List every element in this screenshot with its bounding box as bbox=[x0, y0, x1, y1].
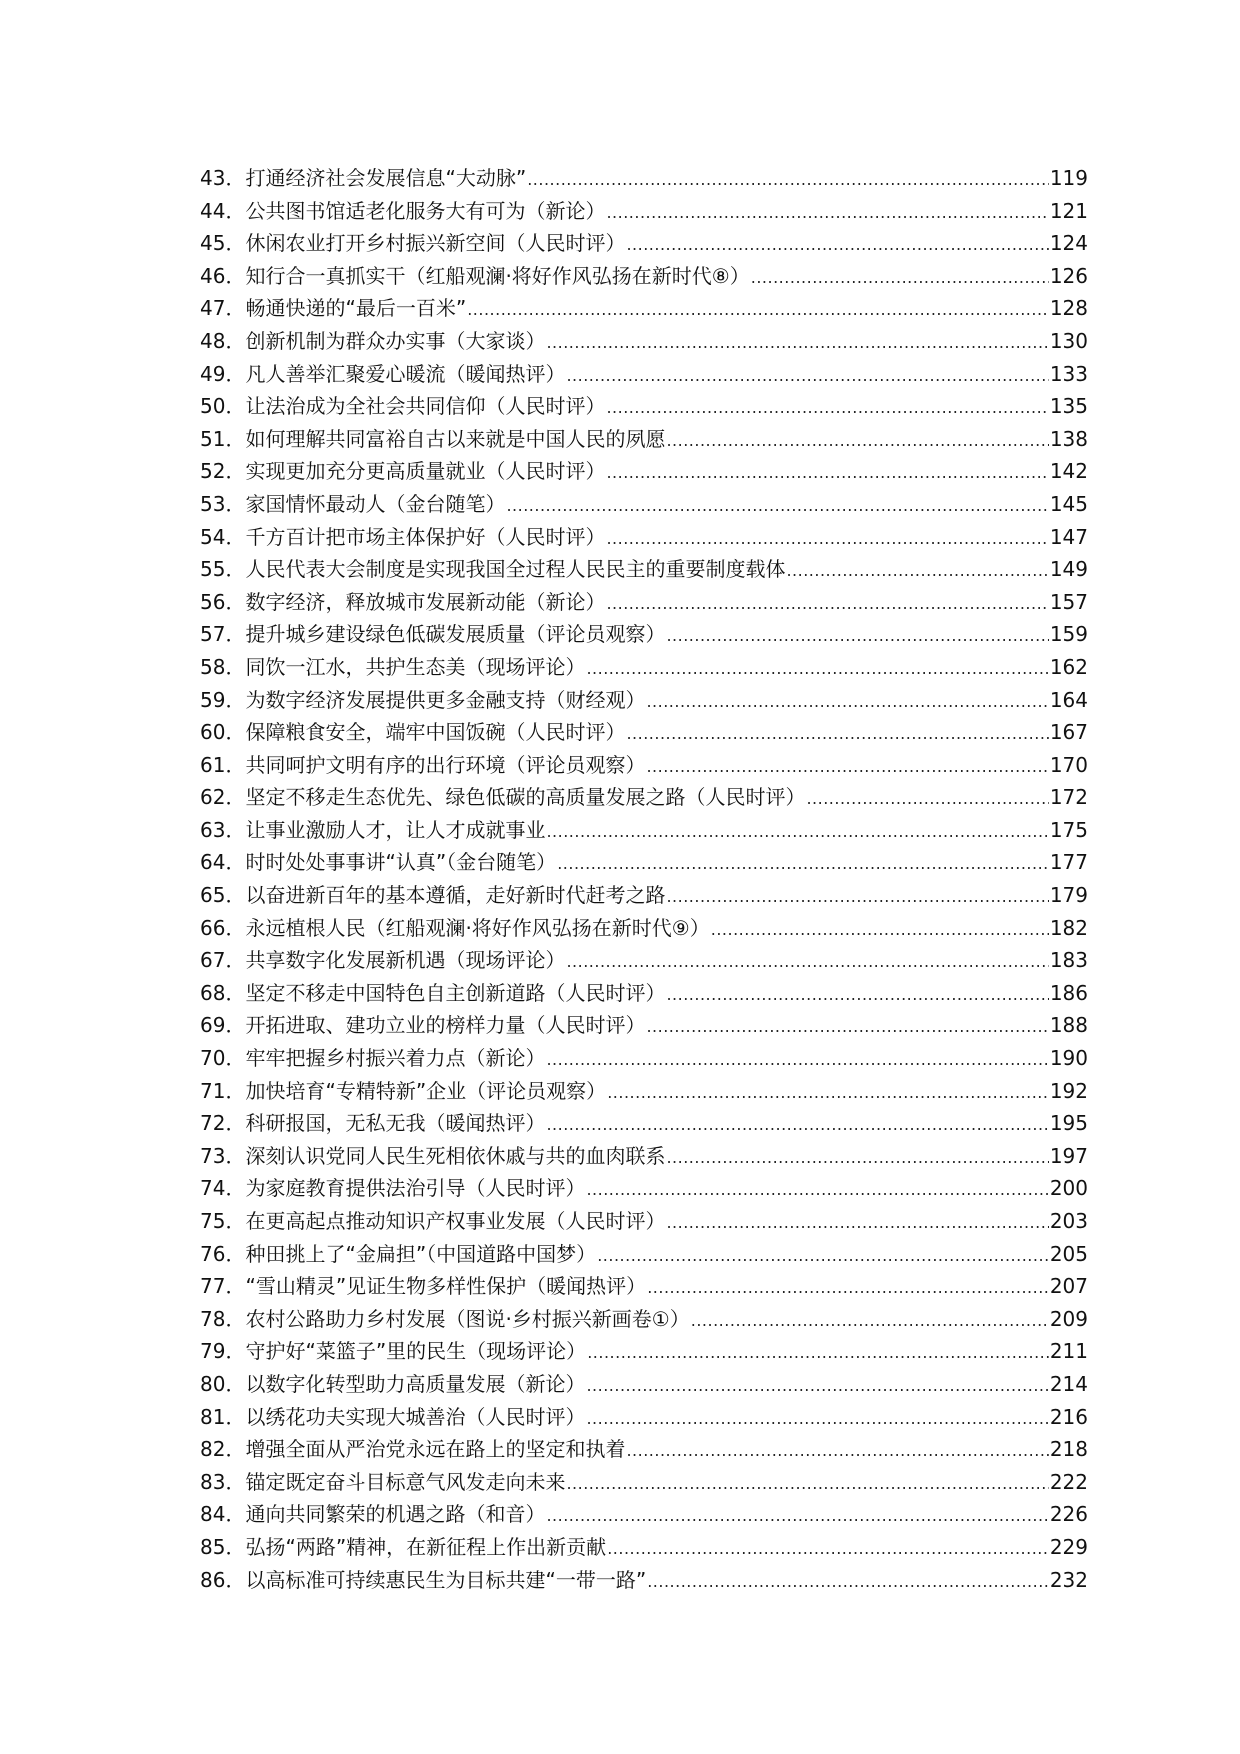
toc-entry-title: 打通经济社会发展信息“大动脉” bbox=[245, 166, 527, 190]
toc-entry-number: 64． bbox=[200, 850, 246, 875]
toc-entry[interactable] bbox=[200, 390, 1088, 423]
toc-dot-leader bbox=[607, 1077, 1049, 1110]
toc-dot-leader bbox=[566, 1468, 1048, 1501]
toc-entry-page-number: 182 bbox=[1049, 915, 1088, 940]
toc-entry-page-number: 135 bbox=[1049, 394, 1088, 419]
toc-entry[interactable] bbox=[200, 977, 1088, 1010]
toc-entry[interactable] bbox=[200, 423, 1088, 456]
toc-entry[interactable] bbox=[200, 1270, 1088, 1303]
toc-dot-leader bbox=[691, 1305, 1049, 1338]
toc-entry-page-number: 205 bbox=[1049, 1241, 1088, 1266]
toc-entry-number: 67． bbox=[200, 948, 246, 973]
toc-entry[interactable] bbox=[200, 651, 1088, 684]
toc-entry[interactable] bbox=[200, 1140, 1088, 1173]
toc-entry-title: 以绣花功夫实现大城善治（人民时评） bbox=[245, 1404, 586, 1429]
toc-entry[interactable] bbox=[200, 1238, 1088, 1271]
toc-entry-title: 农村公路助力乡村发展（图说·乡村振兴新画卷①） bbox=[245, 1306, 690, 1331]
toc-entry-page-number: 142 bbox=[1049, 459, 1088, 484]
toc-dot-leader bbox=[597, 1240, 1049, 1273]
toc-entry-title: 牢牢把握乡村振兴着力点（新论） bbox=[245, 1046, 546, 1071]
toc-entry-title: 守护好“菜篮子”里的民生（现场评论） bbox=[245, 1339, 587, 1364]
toc-dot-leader bbox=[626, 1435, 1048, 1468]
toc-entry-page-number: 200 bbox=[1049, 1176, 1088, 1201]
toc-entry[interactable] bbox=[200, 455, 1088, 488]
toc-entry-page-number: 147 bbox=[1049, 524, 1088, 549]
toc-entry-number: 81． bbox=[200, 1404, 246, 1429]
toc-dot-leader bbox=[751, 262, 1049, 295]
toc-entry[interactable] bbox=[200, 944, 1088, 977]
toc-entry-number: 48． bbox=[200, 328, 246, 353]
toc-entry[interactable] bbox=[200, 1401, 1088, 1434]
toc-entry-page-number: 126 bbox=[1049, 263, 1088, 288]
toc-dot-leader bbox=[786, 555, 1048, 588]
toc-entry-title: 弘扬“两路”精神，在新征程上作出新贡献 bbox=[245, 1534, 607, 1559]
toc-entry-number: 54． bbox=[200, 524, 246, 549]
toc-entry-number: 65． bbox=[200, 883, 246, 908]
toc-entry-page-number: 190 bbox=[1049, 1046, 1088, 1071]
toc-entry-number: 69． bbox=[200, 1013, 246, 1038]
toc-entry[interactable] bbox=[200, 358, 1088, 391]
toc-entry-page-number: 130 bbox=[1049, 328, 1088, 353]
toc-dot-leader bbox=[546, 327, 1048, 360]
toc-entry-number: 80． bbox=[200, 1371, 246, 1396]
toc-entry-number: 70． bbox=[200, 1046, 246, 1071]
toc-entry-number: 45． bbox=[200, 231, 246, 256]
toc-dot-leader bbox=[506, 490, 1048, 523]
toc-entry-number: 71． bbox=[200, 1078, 246, 1103]
toc-entry[interactable] bbox=[200, 586, 1088, 619]
toc-entry[interactable] bbox=[200, 553, 1088, 586]
toc-entry-title: 锚定既定奋斗目标意气风发走向未来 bbox=[245, 1469, 566, 1494]
toc-entry[interactable] bbox=[200, 1564, 1088, 1597]
toc-entry-number: 77． bbox=[200, 1274, 246, 1299]
toc-dot-leader bbox=[606, 457, 1048, 490]
toc-dot-leader bbox=[647, 1272, 1049, 1305]
toc-entry[interactable] bbox=[200, 195, 1088, 228]
toc-entry-page-number: 183 bbox=[1049, 948, 1088, 973]
toc-entry[interactable] bbox=[200, 814, 1088, 847]
toc-entry-number: 47． bbox=[200, 296, 246, 321]
toc-dot-leader bbox=[606, 392, 1048, 425]
toc-entry-number: 44． bbox=[200, 198, 246, 223]
toc-dot-leader bbox=[666, 620, 1048, 653]
toc-entry-number: 61． bbox=[200, 752, 246, 777]
toc-entry-number: 86． bbox=[200, 1567, 246, 1592]
toc-entry-title: 种田挑上了“金扁担”（中国道路中国梦） bbox=[245, 1241, 597, 1266]
toc-entry-number: 52． bbox=[200, 459, 246, 484]
toc-entry-page-number: 121 bbox=[1049, 198, 1088, 223]
toc-entry-number: 60． bbox=[200, 720, 246, 745]
toc-entry-page-number: 145 bbox=[1049, 491, 1088, 516]
toc-entry[interactable] bbox=[200, 488, 1088, 521]
toc-entry-page-number: 186 bbox=[1049, 980, 1088, 1005]
toc-entry-title: 创新机制为群众办实事（大家谈） bbox=[245, 328, 546, 353]
toc-entry-number: 72． bbox=[200, 1111, 246, 1136]
toc-entry-title: 为家庭教育提供法治引导（人民时评） bbox=[245, 1176, 586, 1201]
toc-entry-title: 数字经济，释放城市发展新动能（新论） bbox=[245, 589, 606, 614]
toc-entry[interactable] bbox=[200, 292, 1088, 325]
toc-dot-leader bbox=[666, 425, 1048, 458]
toc-entry[interactable] bbox=[200, 684, 1088, 717]
toc-entry-page-number: 164 bbox=[1049, 687, 1088, 712]
toc-dot-leader bbox=[607, 1533, 1049, 1566]
toc-entry[interactable] bbox=[200, 1205, 1088, 1238]
toc-entry-page-number: 222 bbox=[1049, 1469, 1088, 1494]
toc-entry-title: 共享数字化发展新机遇（现场评论） bbox=[245, 948, 566, 973]
toc-entry[interactable] bbox=[200, 879, 1088, 912]
toc-entry-title: 同饮一江水，共护生态美（现场评论） bbox=[245, 654, 586, 679]
toc-dot-leader bbox=[467, 294, 1049, 327]
toc-dot-leader bbox=[587, 1337, 1049, 1370]
toc-entry[interactable] bbox=[200, 749, 1088, 782]
toc-entry-title: 人民代表大会制度是实现我国全过程人民民主的重要制度载体 bbox=[245, 557, 786, 582]
toc-entry-title: 畅通快递的“最后一百米” bbox=[245, 296, 467, 321]
toc-entry-page-number: 167 bbox=[1049, 720, 1088, 745]
toc-entry-number: 85． bbox=[200, 1534, 246, 1559]
toc-entry-page-number: 177 bbox=[1049, 850, 1088, 875]
toc-entry-page-number: 209 bbox=[1049, 1306, 1088, 1331]
toc-entry[interactable] bbox=[200, 227, 1088, 260]
toc-entry-page-number: 211 bbox=[1049, 1339, 1088, 1364]
toc-entry[interactable] bbox=[200, 1172, 1088, 1205]
toc-entry[interactable] bbox=[200, 162, 1088, 195]
toc-dot-leader bbox=[646, 751, 1048, 784]
toc-entry-number: 78． bbox=[200, 1306, 246, 1331]
toc-entry-page-number: 149 bbox=[1049, 557, 1088, 582]
toc-entry-title: 以奋进新百年的基本遵循，走好新时代赶考之路 bbox=[245, 883, 666, 908]
toc-entry-page-number: 229 bbox=[1049, 1534, 1088, 1559]
toc-entry-title: 提升城乡建设绿色低碳发展质量（评论员观察） bbox=[245, 622, 666, 647]
toc-entry-page-number: 188 bbox=[1049, 1013, 1088, 1038]
toc-dot-leader bbox=[546, 816, 1048, 849]
toc-entry[interactable] bbox=[200, 912, 1088, 945]
toc-entry-title: “雪山精灵”见证生物多样性保护（暖闻热评） bbox=[245, 1274, 647, 1299]
toc-entry[interactable] bbox=[200, 716, 1088, 749]
toc-dot-leader bbox=[586, 653, 1048, 686]
toc-entry[interactable] bbox=[200, 1042, 1088, 1075]
toc-dot-leader bbox=[606, 523, 1048, 556]
toc-dot-leader bbox=[606, 197, 1048, 230]
toc-entry-title: 如何理解共同富裕自古以来就是中国人民的夙愿 bbox=[245, 426, 666, 451]
toc-entry-title: 深刻认识党同人民生死相依休戚与共的血肉联系 bbox=[245, 1143, 666, 1168]
toc-entry-page-number: 157 bbox=[1049, 589, 1088, 614]
toc-entry-title: 保障粮食安全，端牢中国饭碗（人民时评） bbox=[245, 720, 626, 745]
toc-entry-number: 43． bbox=[200, 166, 246, 190]
toc-entry-title: 科研报国，无私无我（暖闻热评） bbox=[245, 1111, 546, 1136]
toc-entry[interactable] bbox=[200, 1335, 1088, 1368]
toc-entry-number: 66． bbox=[200, 915, 246, 940]
toc-dot-leader bbox=[626, 229, 1048, 262]
toc-entry-title: 知行合一真抓实干（红船观澜·将好作风弘扬在新时代⑧） bbox=[245, 263, 750, 288]
toc-entry-page-number: 128 bbox=[1049, 296, 1088, 321]
toc-dot-leader bbox=[711, 914, 1049, 947]
toc-entry-number: 59． bbox=[200, 687, 246, 712]
toc-entry[interactable] bbox=[200, 1466, 1088, 1499]
toc-entry-number: 76． bbox=[200, 1241, 246, 1266]
toc-entry-title: 以数字化转型助力高质量发展（新论） bbox=[245, 1371, 586, 1396]
toc-entry-title: 加快培育“专精特新”企业（评论员观察） bbox=[245, 1078, 607, 1103]
toc-entry[interactable] bbox=[200, 1009, 1088, 1042]
toc-entry[interactable] bbox=[200, 1303, 1088, 1336]
toc-dot-leader bbox=[546, 1500, 1048, 1533]
toc-entry[interactable] bbox=[200, 618, 1088, 651]
toc-entry-page-number: 195 bbox=[1049, 1111, 1088, 1136]
toc-dot-leader bbox=[527, 164, 1049, 197]
toc-dot-leader bbox=[666, 979, 1048, 1012]
toc-dot-leader bbox=[626, 718, 1048, 751]
toc-entry-number: 82． bbox=[200, 1437, 246, 1462]
toc-entry-number: 73． bbox=[200, 1143, 246, 1168]
toc-entry-page-number: 175 bbox=[1049, 817, 1088, 842]
toc-entry-page-number: 214 bbox=[1049, 1371, 1088, 1396]
toc-entry[interactable] bbox=[200, 1107, 1088, 1140]
toc-dot-leader bbox=[806, 783, 1048, 816]
toc-entry-page-number: 179 bbox=[1049, 883, 1088, 908]
toc-entry-number: 75． bbox=[200, 1209, 246, 1233]
toc-dot-leader bbox=[566, 946, 1048, 979]
toc-entry-page-number: 218 bbox=[1049, 1437, 1088, 1462]
toc-entry-page-number: 207 bbox=[1049, 1274, 1088, 1299]
toc-entry-page-number: 232 bbox=[1049, 1567, 1088, 1592]
toc-entry-page-number: 119 bbox=[1049, 166, 1088, 190]
toc-dot-leader bbox=[586, 1403, 1048, 1436]
toc-entry-title: 通向共同繁荣的机遇之路（和音） bbox=[245, 1502, 546, 1527]
toc-entry-title: 凡人善举汇聚爱心暖流（暖闻热评） bbox=[245, 361, 566, 386]
toc-entry-title: 以高标准可持续惠民生为目标共建“一带一路” bbox=[245, 1567, 647, 1592]
toc-entry-number: 53． bbox=[200, 491, 246, 516]
toc-entry-title: 家国情怀最动人（金台随笔） bbox=[245, 491, 506, 516]
toc-entry-number: 83． bbox=[200, 1469, 246, 1494]
toc-entry-number: 79． bbox=[200, 1339, 246, 1364]
toc-entry-title: 共同呵护文明有序的出行环境（评论员观察） bbox=[245, 752, 646, 777]
toc-entry-number: 74． bbox=[200, 1176, 246, 1201]
toc-entry[interactable] bbox=[200, 846, 1088, 879]
toc-dot-leader bbox=[586, 1370, 1048, 1403]
toc-entry-number: 50． bbox=[200, 394, 246, 419]
toc-entry[interactable] bbox=[200, 260, 1088, 293]
toc-entry[interactable] bbox=[200, 1075, 1088, 1108]
toc-dot-leader bbox=[566, 360, 1048, 393]
toc-entry[interactable] bbox=[200, 325, 1088, 358]
toc-entry[interactable] bbox=[200, 1368, 1088, 1401]
toc-entry-number: 55． bbox=[200, 557, 246, 582]
toc-entry-page-number: 172 bbox=[1049, 785, 1088, 810]
table-of-contents bbox=[200, 162, 1088, 1596]
toc-dot-leader bbox=[666, 881, 1048, 914]
toc-entry-title: 坚定不移走生态优先、绿色低碳的高质量发展之路（人民时评） bbox=[245, 785, 806, 810]
toc-entry[interactable] bbox=[200, 521, 1088, 554]
toc-entry-title: 坚定不移走中国特色自主创新道路（人民时评） bbox=[245, 980, 666, 1005]
toc-entry-number: 46． bbox=[200, 263, 246, 288]
toc-entry-number: 57． bbox=[200, 622, 246, 647]
toc-entry-number: 56． bbox=[200, 589, 246, 614]
toc-entry-number: 51． bbox=[200, 426, 246, 451]
toc-dot-leader bbox=[666, 1142, 1048, 1175]
toc-entry-page-number: 159 bbox=[1049, 622, 1088, 647]
toc-entry-title: 为数字经济发展提供更多金融支持（财经观） bbox=[245, 687, 646, 712]
toc-entry[interactable] bbox=[200, 1433, 1088, 1466]
toc-entry-page-number: 203 bbox=[1049, 1209, 1088, 1233]
toc-entry-title: 让法治成为全社会共同信仰（人民时评） bbox=[245, 394, 606, 419]
toc-entry-title: 开拓进取、建功立业的榜样力量（人民时评） bbox=[245, 1013, 646, 1038]
toc-dot-leader bbox=[646, 1011, 1048, 1044]
toc-entry-number: 49． bbox=[200, 361, 246, 386]
toc-entry-number: 84． bbox=[200, 1502, 246, 1527]
toc-entry-title: 在更高起点推动知识产权事业发展（人民时评） bbox=[245, 1209, 666, 1233]
toc-entry-page-number: 162 bbox=[1049, 654, 1088, 679]
toc-entry-page-number: 124 bbox=[1049, 231, 1088, 256]
toc-dot-leader bbox=[666, 1207, 1048, 1240]
toc-dot-leader bbox=[546, 1044, 1048, 1077]
toc-entry-title: 永远植根人民（红船观澜·将好作风弘扬在新时代⑨） bbox=[245, 915, 710, 940]
toc-dot-leader bbox=[647, 1566, 1049, 1599]
toc-entry-page-number: 226 bbox=[1049, 1502, 1088, 1527]
toc-entry-number: 63． bbox=[200, 817, 246, 842]
toc-entry[interactable] bbox=[200, 1498, 1088, 1531]
toc-entry-page-number: 192 bbox=[1049, 1078, 1088, 1103]
toc-dot-leader bbox=[586, 1174, 1048, 1207]
toc-dot-leader bbox=[557, 848, 1049, 881]
toc-entry-title: 让事业激励人才，让人才成就事业 bbox=[245, 817, 546, 842]
toc-dot-leader bbox=[646, 686, 1048, 719]
toc-entry-title: 公共图书馆适老化服务大有可为（新论） bbox=[245, 198, 606, 223]
toc-entry-page-number: 170 bbox=[1049, 752, 1088, 777]
toc-entry-title: 千方百计把市场主体保护好（人民时评） bbox=[245, 524, 606, 549]
toc-entry-title: 时时处处事事讲“认真”（金台随笔） bbox=[245, 850, 557, 875]
toc-entry-number: 68． bbox=[200, 980, 246, 1005]
toc-entry-number: 62． bbox=[200, 785, 246, 810]
toc-entry-page-number: 197 bbox=[1049, 1143, 1088, 1168]
toc-entry[interactable] bbox=[200, 781, 1088, 814]
toc-entry[interactable] bbox=[200, 1531, 1088, 1564]
toc-entry-title: 实现更加充分更高质量就业（人民时评） bbox=[245, 459, 606, 484]
toc-entry-title: 休闲农业打开乡村振兴新空间（人民时评） bbox=[245, 231, 626, 256]
toc-dot-leader bbox=[606, 588, 1048, 621]
toc-entry-page-number: 133 bbox=[1049, 361, 1088, 386]
toc-entry-number: 58． bbox=[200, 654, 246, 679]
toc-entry-title: 增强全面从严治党永远在路上的坚定和执着 bbox=[245, 1437, 626, 1462]
toc-entry-page-number: 138 bbox=[1049, 426, 1088, 451]
toc-entry-page-number: 216 bbox=[1049, 1404, 1088, 1429]
toc-dot-leader bbox=[546, 1109, 1048, 1142]
